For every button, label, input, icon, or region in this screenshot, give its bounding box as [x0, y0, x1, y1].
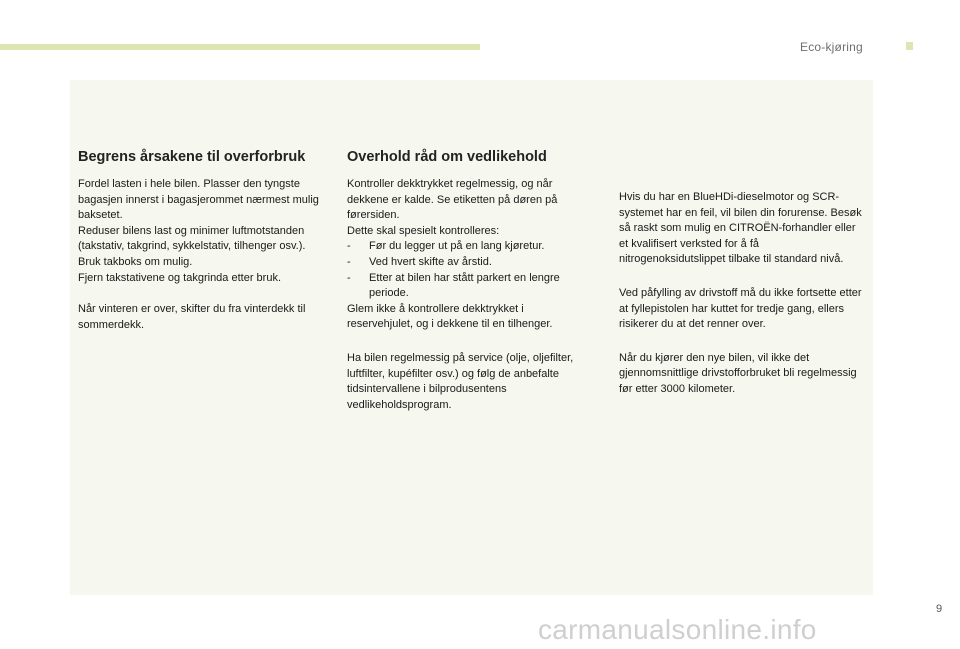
check-list	[347, 239, 587, 301]
section-title: Eco-kjøring	[800, 40, 863, 54]
paragraph: Ha bilen regelmessig på service (olje, oljefilter, luftfilter, kupéfilter osv.) og følg de anbefalte tidsintervallene i bilprodusentens vedlikeholdsprogram.	[347, 351, 574, 411]
paragraph: Dette skal spesielt kontrolleres:	[347, 224, 500, 237]
heading-overhold: Overhold råd om vedlikehold	[347, 149, 547, 165]
paragraph: Fjern takstativene og takgrinda etter bruk.	[78, 271, 281, 284]
column-left	[78, 150, 330, 333]
column-right	[619, 190, 867, 398]
column-middle	[347, 150, 587, 413]
paragraph: Reduser bilens last og minimer luftmotstanden (takstativ, takgrind, sykkelstativ, tilhenger osv.). Bruk takboks om mulig.	[78, 224, 306, 268]
paragraph: Når vinteren er over, skifter du fra vinterdekk til sommerdekk.	[78, 303, 306, 331]
paragraph: Ved påfylling av drivstoff må du ikke fortsette etter at fyllepistolen har kuttet for tredje gang, ellers risikerer du at det renner over.	[619, 286, 862, 331]
paragraph: Fordel lasten i hele bilen. Plasser den tyngste bagasjen innerst i bagasjerommet nærmest mulig baksetet.	[78, 178, 319, 222]
paragraph: Når du kjører den nye bilen, vil ikke det gjennomsnittlige drivstofforbruket bli regelmessig før etter 3000 kilometer.	[619, 351, 857, 395]
list-item: - Etter at bilen har stått parkert en lengre periode.	[347, 271, 587, 302]
page-number: 9	[936, 603, 943, 615]
paragraph: Hvis du har en BlueHDi-dieselmotor og SCR-systemet har en feil, vil bilen din forurense. Besøk så raskt som mulig en CITROËN-forhandler eller et kvalifisert verksted for å få nitrogenoksidutslippet tilbake til standard nivå.	[619, 191, 862, 266]
header-accent-bar	[0, 44, 480, 50]
list-item: - Før du legger ut på en lang kjøretur.	[347, 239, 587, 255]
header-accent-mark	[906, 42, 913, 50]
heading-begrens: Begrens årsakene til overforbruk	[78, 149, 306, 165]
paragraph: Glem ikke å kontrollere dekktrykket i reservehjulet, og i dekkene til en tilhenger.	[347, 302, 553, 331]
watermark-text: carmanualsonline.info	[538, 614, 817, 645]
list-item: - Ved hvert skifte av årstid.	[347, 255, 587, 271]
paragraph: Kontroller dekktrykket regelmessig, og når dekkene er kalde. Se etiketten på døren på førersiden.	[347, 178, 558, 222]
